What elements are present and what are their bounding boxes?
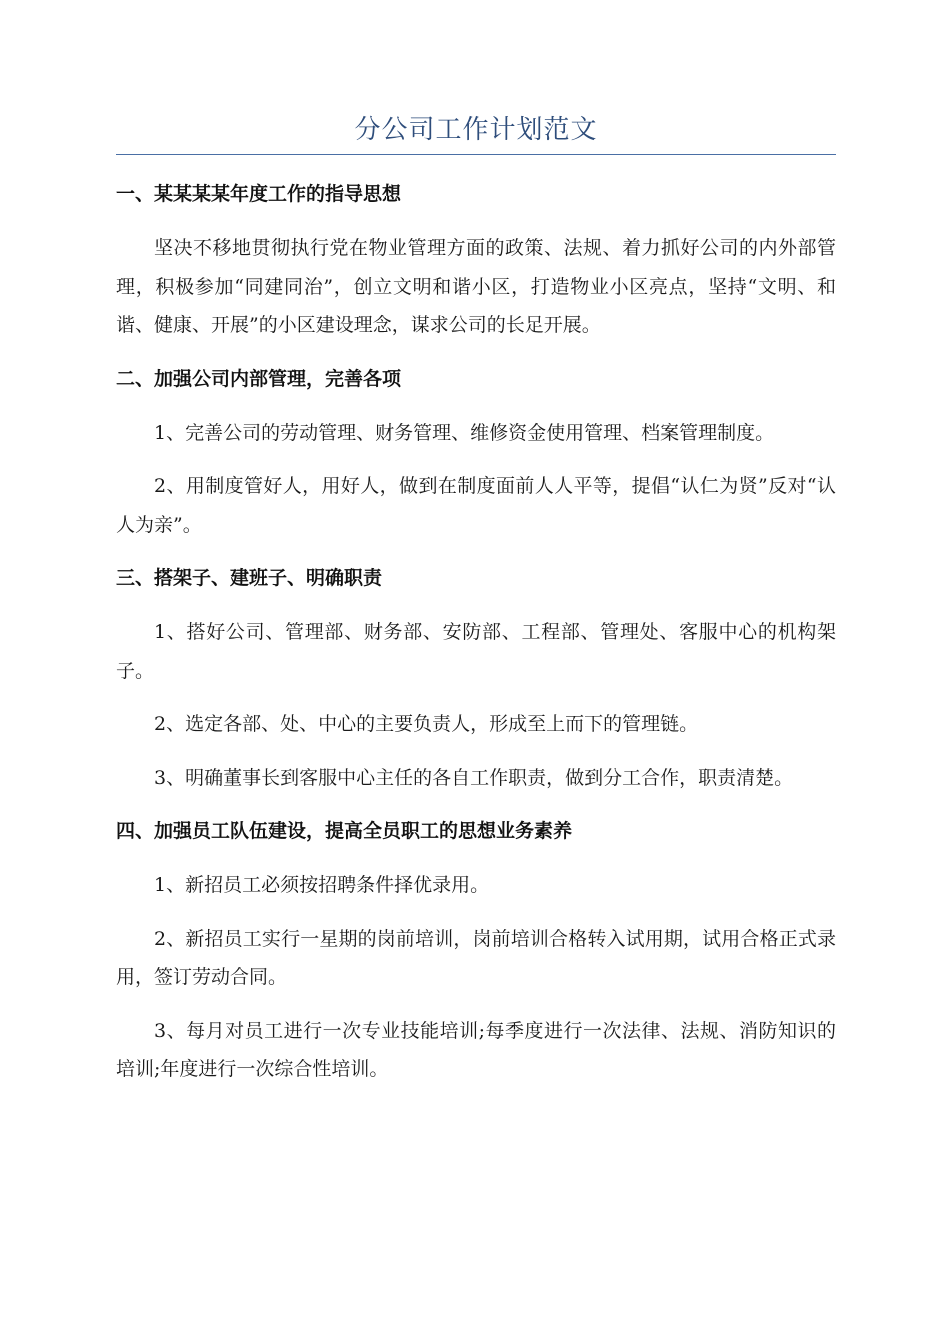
section-heading: 二、加强公司内部管理，完善各项 bbox=[116, 367, 402, 390]
paragraph: 1、完善公司的劳动管理、财务管理、维修资金使用管理、档案管理制度。 bbox=[154, 421, 775, 444]
paragraph: 1、新招员工必须按招聘条件择优录用。 bbox=[154, 874, 490, 896]
paragraph: 3、每月对员工进行一次专业技能培训;每季度进行一次法律、法规、消防知识的培训;年度进行一次综合性培训。 bbox=[116, 1019, 836, 1080]
paragraph: 2、用制度管好人，用好人，做到在制度面前人人平等，提倡“认仁为贤”反对“认人为亲”。 bbox=[116, 475, 836, 536]
paragraph: 2、选定各部、处、中心的主要负责人，形成至上而下的管理链。 bbox=[154, 713, 699, 735]
section-heading: 三、搭架子、建班子、明确职责 bbox=[116, 567, 383, 589]
paragraph: 2、新招员工实行一星期的岗前培训，岗前培训合格转入试用期，试用合格正式录用，签订劳动合同。 bbox=[116, 927, 836, 988]
section-heading: 一、某某某某年度工作的指导思想 bbox=[116, 183, 402, 205]
title-underline bbox=[116, 154, 836, 155]
section-heading: 四、加强员工队伍建设，提高全员职工的思想业务素养 bbox=[116, 820, 573, 842]
section-4 bbox=[116, 812, 836, 1089]
paragraph: 坚决不移地贯彻执行党在物业管理方面的政策、法规、着力抓好公司的内外部管理，积极参加“同建同治”，创立文明和谐小区，打造物业小区亮点，坚持“文明、和谐、健康、开展”的小区建设理念，谋求公司的长足开展。 bbox=[116, 237, 836, 336]
document-title: 分公司工作计划范文 bbox=[354, 115, 598, 145]
section-2 bbox=[116, 360, 836, 545]
section-1 bbox=[116, 175, 836, 345]
paragraph: 1、搭好公司、管理部、财务部、安防部、工程部、管理处、客服中心的机构架子。 bbox=[116, 621, 836, 682]
section-3 bbox=[116, 559, 836, 797]
paragraph: 3、明确董事长到客服中心主任的各自工作职责，做到分工合作，职责清楚。 bbox=[154, 766, 794, 789]
document-body bbox=[116, 175, 836, 1104]
